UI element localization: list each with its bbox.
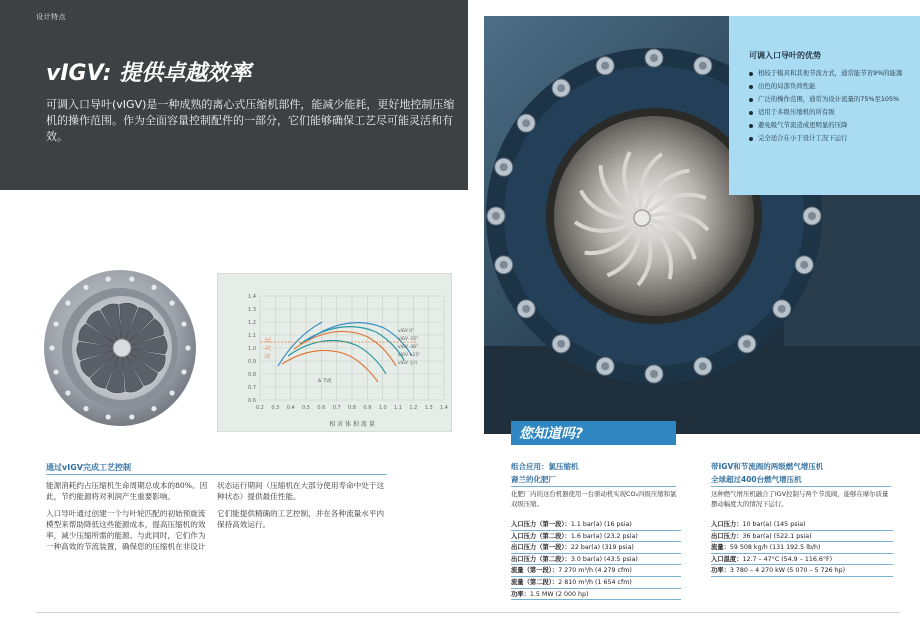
bullet-icon xyxy=(749,111,753,115)
advantage-item: 适用于多级压缩机的所有级 xyxy=(749,108,908,117)
advantage-item: 避免吸气节流造成更明显的压降 xyxy=(749,121,908,130)
advantage-item: 出色的局部负荷性能 xyxy=(749,82,908,91)
flange-bolt-center xyxy=(650,54,658,62)
x-tick-label: 0.2 xyxy=(256,405,264,411)
did-you-know-banner: 您知道吗? xyxy=(511,421,676,445)
body-paragraph: 能源消耗约占压缩机生命周期总成本的80%。因此，节约能源将对利润产生重要影响。 xyxy=(46,481,208,501)
spec-row: 入口压力：10 bar(a) (145 psia) xyxy=(711,519,893,531)
flange-bolt-center xyxy=(522,119,530,127)
spec-row: 功率：3 780 – 4 270 kW (5 070 – 5 726 hp) xyxy=(711,565,893,577)
flange-bolt-center xyxy=(492,212,500,220)
section-rule-2 xyxy=(217,474,387,475)
bullet-icon xyxy=(749,85,753,89)
spec-row: 入口压力（第一段）：1.1 bar(a) (16 psia) xyxy=(511,519,681,531)
body-paragraph: 状态运行期间（压缩机在大部分使用寿命中处于这种状态）提供最佳性能。 xyxy=(217,481,385,501)
bolt-hole xyxy=(106,276,111,281)
y-tick-label: 1.4 xyxy=(248,294,256,300)
advantages-list xyxy=(749,69,908,143)
advantage-item: 广泛的操作范围，通常为设计流量的75%至105% xyxy=(749,95,908,104)
flange-bolt-center xyxy=(557,84,565,92)
flange-bolt-center xyxy=(743,340,751,348)
section-heading: 通过vIGV完成工艺控制 xyxy=(46,463,131,472)
flange-bolt-center xyxy=(557,340,565,348)
flange-bolt-center xyxy=(522,305,530,313)
bullet-icon xyxy=(749,72,753,76)
advantages-box xyxy=(729,16,920,195)
x-tick-label: 1.2 xyxy=(409,405,418,411)
bolt-hole xyxy=(181,369,186,374)
curve-label: vIGV 全开 xyxy=(398,360,418,365)
app2-subheading: 全球超过400台燃气增压机 xyxy=(711,475,802,484)
y-tick-label: 0.6 xyxy=(248,398,256,404)
y-tick-label: 0.7 xyxy=(248,385,256,391)
bolt-hole xyxy=(106,414,111,419)
throttle-label: Δ 节流 xyxy=(318,379,332,384)
app2-heading: 带IGV和节流阀的两级燃气增压机 xyxy=(711,462,824,471)
bolt-hole xyxy=(169,390,174,395)
flange-bolt-center xyxy=(601,62,609,70)
spec-row: 出口压力（第二段）：3.0 bar(a) (43.5 psia) xyxy=(511,554,681,566)
characteristic-curve xyxy=(282,350,378,382)
y-tick-label: 1.3 xyxy=(248,307,256,313)
flange-bolt-center xyxy=(778,305,786,313)
curve-label: vIGV +15° xyxy=(398,352,421,357)
y-tick-label: 1.2 xyxy=(248,320,256,326)
flange-bolt-center xyxy=(808,212,816,220)
advantages-title: 可调入口导叶的优势 xyxy=(749,51,821,60)
footer-rule xyxy=(36,612,900,613)
bullet-icon xyxy=(749,137,753,141)
advantage-item: 相较于模具和其他节流方式，通常能节省9%的能源 xyxy=(749,69,908,78)
x-tick-label: 1.0 xyxy=(378,405,387,411)
section-rule xyxy=(46,474,221,475)
x-tick-label: 1.3 xyxy=(424,405,433,411)
app2-rule xyxy=(711,486,891,487)
characteristic-curve xyxy=(288,341,386,374)
body-column-1 xyxy=(46,480,212,558)
x-tick-label: 0.9 xyxy=(363,405,372,411)
flange-bolt-center xyxy=(800,261,808,269)
spec-row: 流量（第二段）：2 810 m³/h (1 654 cfm) xyxy=(511,577,681,589)
x-tick-label: 0.6 xyxy=(317,405,326,411)
bolt-hole xyxy=(151,285,156,290)
spec-row: 出口压力（第一段）：22 bar(a) (319 psia) xyxy=(511,542,681,554)
y-tick-label: 1.1 xyxy=(248,333,256,339)
x-tick-label: 0.7 xyxy=(332,405,341,411)
igv-vane-ring-image xyxy=(36,262,204,430)
body-column-2 xyxy=(217,480,385,536)
bolt-hole xyxy=(129,276,134,281)
y-tick-label: 1.0 xyxy=(248,346,256,352)
x-tick-label: 1.1 xyxy=(394,405,402,411)
spec-row: 出口压力：36 bar(a) (522.1 psia) xyxy=(711,531,893,543)
spec-row: 入口压力（第二段）：1.6 bar(a) (23.2 psia) xyxy=(511,531,681,543)
x-tick-label: 0.4 xyxy=(286,405,295,411)
x-tick-label: 0.5 xyxy=(302,405,310,411)
app1-rule xyxy=(511,486,676,487)
app1-heading: 组合应用：氯压缩机 xyxy=(511,462,579,471)
advantage-item: 完全适合在小于设计工况下运行 xyxy=(749,134,908,143)
app1-subheading: 裔兰的化肥厂 xyxy=(511,475,556,484)
bolt-hole xyxy=(129,414,134,419)
bolt-hole xyxy=(169,300,174,305)
performance-chart xyxy=(217,273,452,432)
flange-bolt-center xyxy=(699,362,707,370)
bolt-hole xyxy=(83,406,88,411)
flange-bolt-center xyxy=(601,362,609,370)
app2-spec-table xyxy=(711,519,893,577)
bolt-hole xyxy=(54,369,59,374)
spec-row: 流量：59 508 kg/h (131 192.5 lb/h) xyxy=(711,542,893,554)
curve-label: vIGV 0° xyxy=(398,328,414,333)
page-title: vIGV: 提供卓越效率 xyxy=(46,61,252,86)
curve-label: vIGV -15° xyxy=(398,336,419,341)
bolt-hole xyxy=(181,321,186,326)
y-tick-label: 0.9 xyxy=(248,359,256,365)
x-tick-label: 0.3 xyxy=(271,405,280,411)
y-axis-label: 压 力 比 xyxy=(265,337,272,359)
bolt-hole xyxy=(49,345,54,350)
body-paragraph: 它们能提供精确的工艺控制，并在各种流量水平内保持高效运行。 xyxy=(217,509,385,529)
bullet-icon xyxy=(749,124,753,128)
spec-row: 功率：1.5 MW (2 000 hp) xyxy=(511,589,681,601)
spec-row: 流量（第一段）：7 270 m³/h (4 279 cfm) xyxy=(511,565,681,577)
bolt-hole xyxy=(65,300,70,305)
section-label: 设计特点 xyxy=(36,13,66,21)
spec-row: 入口温度：12.7 – 47°C (54.9 – 116.6°F) xyxy=(711,554,893,566)
bolt-hole xyxy=(151,406,156,411)
body-paragraph: 入口导叶通过创建一个与叶轮匹配的初始预旋流模型来帮助降低这些能源成本，提高压缩机的效率，减少压缩所需的能源。与此同时，它们作为一种高效的节流装置，确保您的压缩机在非设计 xyxy=(46,509,206,551)
y-tick-label: 0.8 xyxy=(248,372,256,378)
intro-text: 可调入口导叶(vIGV)是一种成熟的离心式压缩机部件，能减少能耗，更好地控制压缩机的操作范围。作为全面容量控制配件的一部分，它们能够确保工艺尽可能灵活和有效。 xyxy=(46,98,455,143)
flange-bolt-center xyxy=(500,261,508,269)
curve-label: vIGV -30° xyxy=(398,344,419,349)
bullet-icon xyxy=(749,98,753,102)
bolt-hole xyxy=(83,285,88,290)
flange-bolt-center xyxy=(650,370,658,378)
x-tick-label: 1.4 xyxy=(440,405,448,411)
flange-bolt-center xyxy=(500,163,508,171)
bolt-hole xyxy=(54,321,59,326)
app1-spec-table xyxy=(511,519,681,600)
hero-panel xyxy=(0,0,468,190)
app2-description: 这种燃气增压机融合了IGV控制与两个节流阀，能够在摩尔质量摆动幅度大的情况下运行。 xyxy=(711,490,889,508)
bolt-hole xyxy=(185,345,190,350)
x-axis-label: 相 对 体 积 流 量 xyxy=(329,421,375,428)
x-tick-label: 0.8 xyxy=(348,405,356,411)
app1-description: 化肥厂内的这台机器使用一台驱动机实现CO₂四级压缩和氯双级压缩。 xyxy=(511,490,677,508)
bolt-hole xyxy=(65,390,70,395)
flange-bolt-center xyxy=(699,62,707,70)
performance-chart-svg xyxy=(218,274,453,433)
